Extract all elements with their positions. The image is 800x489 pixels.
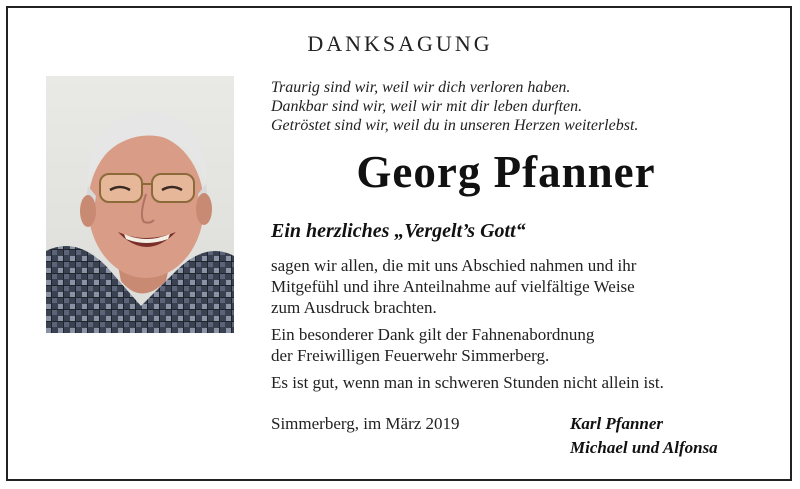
portrait-photo — [46, 76, 234, 333]
text-line: sagen wir allen, die mit uns Abschied nahmen und ihr — [271, 256, 637, 275]
thanks-text — [271, 255, 664, 393]
signer-name: Karl Pfanner — [570, 414, 664, 433]
text-line: Mitgefühl und ihre Anteilnahme auf vielfältige Weise — [271, 277, 635, 296]
notice-title: DANKSAGUNG — [307, 31, 493, 56]
verse — [271, 78, 638, 135]
deceased-name: Georg Pfanner — [356, 147, 656, 197]
place-date: Simmerberg, im März 2019 — [271, 414, 460, 433]
text-line: der Freiwilligen Feuerwehr Simmerberg. — [271, 346, 550, 365]
text-line: Ein besonderer Dank gilt der Fahnenabordnung — [271, 325, 595, 344]
portrait-illustration — [46, 76, 234, 333]
signers — [570, 412, 718, 460]
text-line: Es ist gut, wenn man in schweren Stunden nicht allein ist. — [271, 373, 664, 392]
thanks-heading: Ein herzliches „Vergelt’s Gott“ — [271, 220, 526, 242]
verse-line: Getröstet sind wir, weil du in unseren Herzen weiterlebst. — [271, 117, 639, 134]
verse-line: Dankbar sind wir, weil wir mit dir leben durften. — [271, 98, 583, 115]
text-line: zum Ausdruck brachten. — [271, 298, 437, 317]
verse-line: Traurig sind wir, weil wir dich verloren haben. — [271, 79, 571, 96]
signer-name: Michael und Alfonsa — [570, 438, 718, 457]
